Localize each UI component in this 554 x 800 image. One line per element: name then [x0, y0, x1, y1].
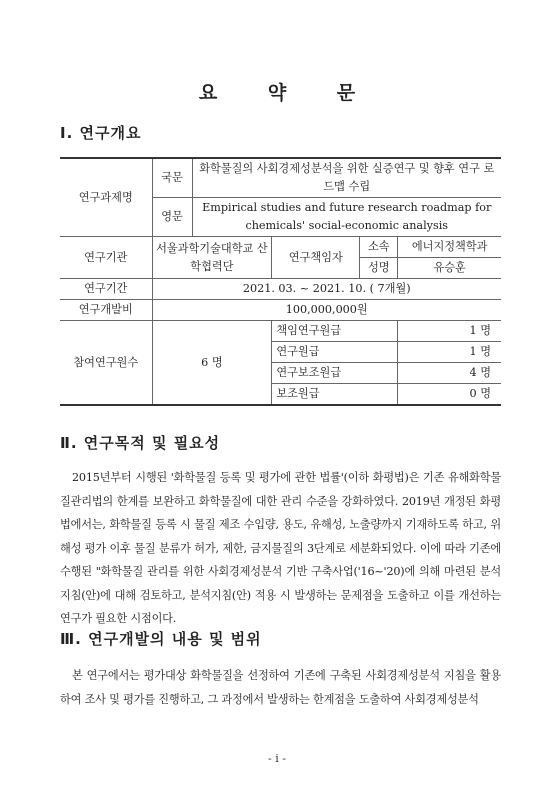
kr-label: 국문: [152, 158, 192, 198]
en-title: Empirical studies and future research roadmap for chemicals' social-economic analysis: [192, 198, 501, 237]
budget-label: 연구개발비: [60, 300, 152, 321]
participants-label: 참여연구원수: [60, 321, 152, 406]
overview-table: [60, 157, 501, 406]
en-label: 영문: [152, 198, 192, 237]
purpose-paragraph: 2015년부터 시행된 '화학물질 등록 및 평가에 관한 법률'(이하 화평법)은 기존 유해화학물질관리법의 한계를 보완하고 화학물질에 대한 관리 수준을 강화하였다. 2019년 개정된 화평법에서는, 화학물질 등록 시 물질 제조 수입량, 용도, 유해성, 노출량까지 기재하도록 하고, 위해성 평가 이후 물질 분류가 허가, 제한, 금지물질의 3단계로 세분화되었다. 이에 따라 기존에 수행된 "화학물질 관리를 위한 사회경제성분석 기반 구축사업('16~'20)에 의해 마련된 분석지침(안)에 대해 검토하고, 분석지침(안) 적용 시 발생하는 문제점을 도출하고 이를 개선하는 연구가 필요한 시점이다.: [60, 471, 501, 625]
name-label: 성명: [360, 258, 398, 279]
page-number: - i -: [268, 752, 286, 765]
section-heading-scope: Ⅲ. 연구개발의 내용 및 범위: [60, 630, 262, 648]
affiliation-label: 소속: [360, 237, 398, 258]
role-count: 0 명: [398, 384, 501, 406]
role-name: 책임연구원급: [272, 321, 398, 342]
period-label: 연구기간: [60, 279, 152, 300]
role-count: 1 명: [398, 342, 501, 363]
participants-total: 6 명: [152, 321, 272, 406]
institution-value: 서울과학기술대학교 산학협력단: [152, 237, 272, 279]
page-title: 요 약 문: [198, 82, 378, 104]
period-value: 2021. 03. ~ 2021. 10. ( 7개월): [152, 279, 501, 300]
budget-value: 100,000,000원: [152, 300, 501, 321]
kr-title: 화학물질의 사회경제성분석을 위한 실증연구 및 향후 연구 로드맵 수립: [192, 158, 501, 198]
role-name: 연구보조원급: [272, 363, 398, 384]
section-heading-overview: Ⅰ. 연구개요: [60, 124, 142, 142]
scope-paragraph: 본 연구에서는 평가대상 화학물질을 선정하여 기존에 구축된 사회경제성분석 지침을 활용하여 조사 및 평가를 진행하고, 그 과정에서 발생하는 한계점을 도출하여 사회경제성분석: [60, 669, 501, 706]
name-value: 유승훈: [398, 258, 501, 279]
project-name-label: 연구과제명: [60, 158, 152, 237]
role-name: 연구원급: [272, 342, 398, 363]
affiliation-value: 에너지정책학과: [398, 237, 501, 258]
role-count: 1 명: [398, 321, 501, 342]
institution-label: 연구기관: [60, 237, 152, 279]
researcher-label: 연구책임자: [272, 237, 360, 279]
role-count: 4 명: [398, 363, 501, 384]
section-heading-purpose: Ⅱ. 연구목적 및 필요성: [60, 434, 221, 452]
role-name: 보조원급: [272, 384, 398, 406]
